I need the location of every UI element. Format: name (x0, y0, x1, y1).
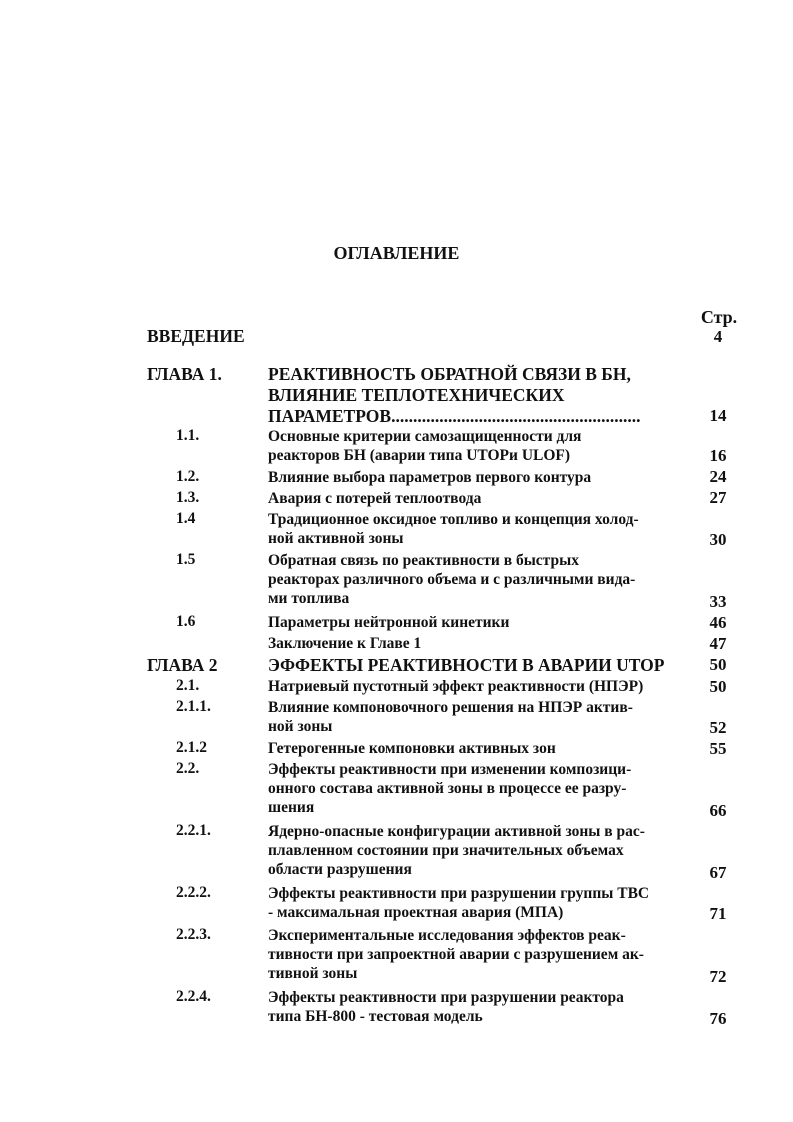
toc-text: Основные критерии самозащищенности для реакторов БН (аварии типа UTOPи ULOF) (268, 428, 582, 464)
toc-text: Эффекты реактивности при разрушении группы ТВС - максимальная проектная авария (МПА) (268, 885, 650, 921)
toc-text: Натриевый пустотный эффект реактивности (НПЭР) (268, 678, 644, 695)
toc-number: ГЛАВА 2 (147, 655, 218, 675)
toc-text: Параметры нейтронной кинетики (268, 614, 510, 631)
toc-number: 1.5 (176, 551, 196, 568)
toc-text: Эффекты реактивности при изменении композици- онного состава активной зоны в процессе ее разру- шения (268, 761, 632, 816)
toc-text: Заключение к Главе 1 (268, 635, 422, 652)
toc-number: 2.2.4. (176, 988, 211, 1005)
toc-number: 1.1. (176, 427, 200, 444)
toc-page: 27 (709, 488, 727, 507)
toc-page: 67 (709, 863, 727, 882)
toc-page: 66 (709, 801, 727, 820)
toc-page: 71 (709, 904, 727, 923)
toc-number: ГЛАВА 1. (147, 364, 222, 384)
toc-text: Традиционное оксидное топливо и концепция холод- ной активной зоны (268, 511, 639, 547)
toc-number: 2.2.2. (176, 884, 211, 901)
toc-text: Авария с потерей теплоотвода (268, 490, 482, 507)
toc-text: Влияние компоновочного решения на НПЭР актив- ной зоны (268, 699, 633, 735)
page-column-header: Стр. (700, 307, 738, 327)
toc-page: 72 (709, 967, 727, 986)
toc-number: 2.1.1. (176, 698, 211, 715)
toc-page: 76 (709, 1009, 727, 1028)
toc-text: Обратная связь по реактивности в быстрых реакторах различного объема и с различными вида- ми топлива (268, 552, 636, 607)
toc-page: 52 (709, 718, 727, 737)
toc-page: 50 (709, 655, 727, 674)
toc-number: 1.4 (176, 510, 196, 527)
toc-page: 30 (709, 530, 727, 549)
toc-number: 1.2. (176, 468, 200, 485)
toc-text: ЭФФЕКТЫ РЕАКТИВНОСТИ В АВАРИИ UTOP (268, 655, 665, 675)
toc-page: 33 (709, 592, 727, 611)
toc-text: Влияние выбора параметров первого контура (268, 469, 592, 486)
toc-text: РЕАКТИВНОСТЬ ОБРАТНОЙ СВЯЗИ В БН, ВЛИЯНИЕ ТЕПЛОТЕХНИЧЕСКИХ ПАРАМЕТРОВ......................................................... (268, 364, 641, 426)
toc-number: 2.2.3. (176, 926, 211, 943)
toc-number: 2.1.2 (176, 739, 207, 756)
toc-number: 2.2. (176, 760, 200, 777)
toc-page: 55 (709, 739, 727, 758)
toc-number: 2.1. (176, 677, 200, 694)
toc-text: Эффекты реактивности при разрушении реактора типа БН-800 - тестовая модель (268, 989, 624, 1025)
toc-intro-label: ВВЕДЕНИЕ (147, 326, 245, 346)
toc-page: 24 (709, 467, 727, 486)
toc-page: 14 (709, 406, 727, 425)
toc-number: 2.2.1. (176, 822, 211, 839)
toc-page: 16 (709, 446, 727, 465)
page-title: ОГЛАВЛЕНИЕ (333, 243, 460, 263)
toc-page: 47 (709, 634, 727, 653)
toc-page: 50 (709, 677, 727, 696)
toc-text: Гетерогенные компоновки активных зон (268, 740, 556, 757)
toc-text: Экспериментальные исследования эффектов реак- тивности при запроектной аварии с разрушением ак- тивной зоны (268, 927, 644, 982)
toc-number: 1.3. (176, 489, 200, 506)
toc-text: Ядерно-опасные конфигурации активной зоны в рас- плавленном состоянии при значительных объемах области разрушения (268, 823, 645, 878)
toc-number: 1.6 (176, 613, 196, 630)
toc-page: 46 (709, 613, 727, 632)
